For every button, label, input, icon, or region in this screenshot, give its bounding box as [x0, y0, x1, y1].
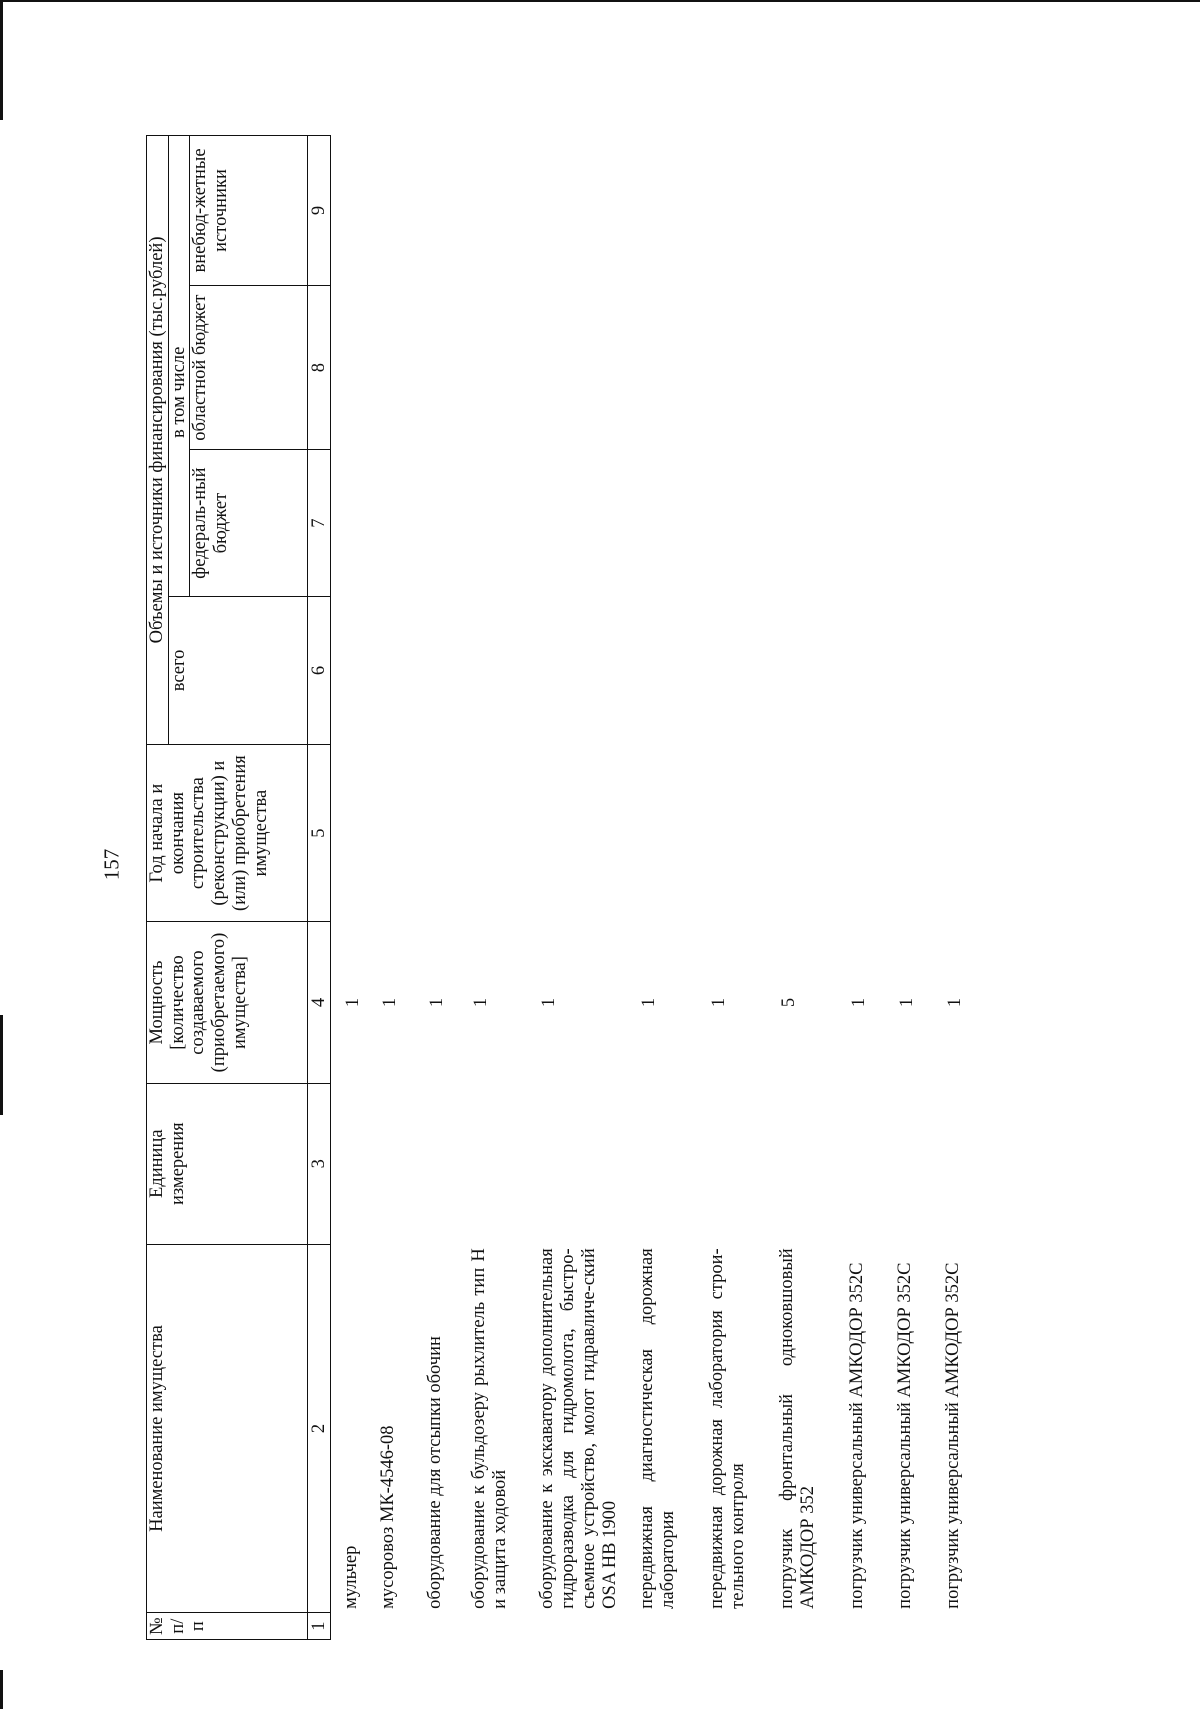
table-row	[777, 136, 847, 1640]
table-row	[331, 136, 342, 1640]
item-name: погрузчик универсальный АМКОДОР 352С	[895, 1262, 916, 1609]
column-number: 2	[308, 1244, 331, 1613]
scan-edge-top	[0, 0, 1200, 2]
header-regional: областной бюджет	[190, 285, 308, 449]
column-number: 7	[308, 450, 331, 597]
item-capacity: 1	[380, 997, 401, 1008]
scan-edge-left-upper	[0, 0, 3, 120]
item-name: погрузчик универсальный АМКОДОР 352С	[943, 1262, 964, 1609]
item-name: мусоровоз МК-4546-08	[378, 1425, 399, 1609]
item-capacity: 1	[427, 997, 448, 1008]
column-number-row	[308, 136, 331, 1640]
column-number: 4	[308, 922, 331, 1083]
table-row	[469, 136, 537, 1640]
item-capacity: 1	[897, 997, 918, 1008]
column-number: 8	[308, 285, 331, 449]
rotated-table-sheet	[146, 135, 966, 1640]
item-capacity: 1	[539, 997, 560, 1008]
scan-edge-left-mid	[0, 1015, 3, 1115]
column-number: 9	[308, 136, 331, 286]
item-name: погрузчик фронтальный одноковшовый АМКОДОР 352	[777, 1248, 819, 1609]
item-name: оборудование для отсыпки обочин	[425, 1336, 446, 1609]
item-capacity: 5	[779, 997, 800, 1008]
item-name: оборудование к экскаватору дополнительная гидроразводка для гидромолота, быстро-съемное устройство, молот гидравличе-ский OSA HB 1900	[537, 1248, 620, 1609]
table-row	[341, 136, 378, 1640]
header-financing-group: Объемы и источники финансирования (тыс.рублей)	[147, 136, 169, 745]
item-name: оборудование к бульдозеру рыхлитель тип Н и защита ходовой	[469, 1248, 511, 1609]
column-number: 3	[308, 1083, 331, 1244]
header-col-number: № п/п	[147, 1613, 308, 1640]
header-col-years: Год начала и окончания строительства (реконструкции) и (или) приобретения имущества	[147, 744, 308, 922]
item-capacity: 1	[471, 997, 492, 1008]
table-row	[537, 136, 637, 1640]
column-number: 5	[308, 744, 331, 922]
table-container	[146, 135, 980, 1640]
table-row	[847, 136, 895, 1640]
table-row	[895, 136, 943, 1640]
table-row	[707, 136, 777, 1640]
page-number: 157	[99, 848, 124, 881]
item-capacity: 1	[639, 997, 660, 1008]
header-row-1	[147, 136, 169, 1640]
item-capacity: 1	[709, 997, 730, 1008]
item-capacity: 1	[343, 997, 364, 1008]
table-row	[637, 136, 707, 1640]
header-total: всего	[168, 597, 308, 745]
table-row	[425, 136, 469, 1640]
table-row	[943, 136, 980, 1640]
scan-edge-left-lower	[0, 1670, 3, 1709]
property-table	[146, 135, 980, 1640]
table-row	[378, 136, 425, 1640]
item-name: передвижная диагностическая дорожная лаборатория	[637, 1248, 679, 1609]
header-col-unit: Единица измерения	[147, 1083, 308, 1244]
item-capacity: 1	[945, 997, 966, 1008]
item-name: передвижная дорожная лаборатория строи-тельного контроля	[707, 1248, 749, 1609]
column-number: 6	[308, 597, 331, 745]
item-name: мульчер	[341, 1545, 362, 1609]
item-capacity: 1	[849, 997, 870, 1008]
header-offbudget: внебюд-жетные источники	[190, 136, 308, 286]
header-federal: федераль-ный бюджет	[190, 450, 308, 597]
column-number: 1	[308, 1613, 331, 1640]
header-col-capacity: Мощность [количество создаваемого (приобретаемого) имущества]	[147, 922, 308, 1083]
item-name: погрузчик универсальный АМКОДОР 352С	[847, 1262, 868, 1609]
header-col-name: Наименование имущества	[147, 1244, 308, 1613]
header-including: в том числе	[168, 136, 190, 597]
